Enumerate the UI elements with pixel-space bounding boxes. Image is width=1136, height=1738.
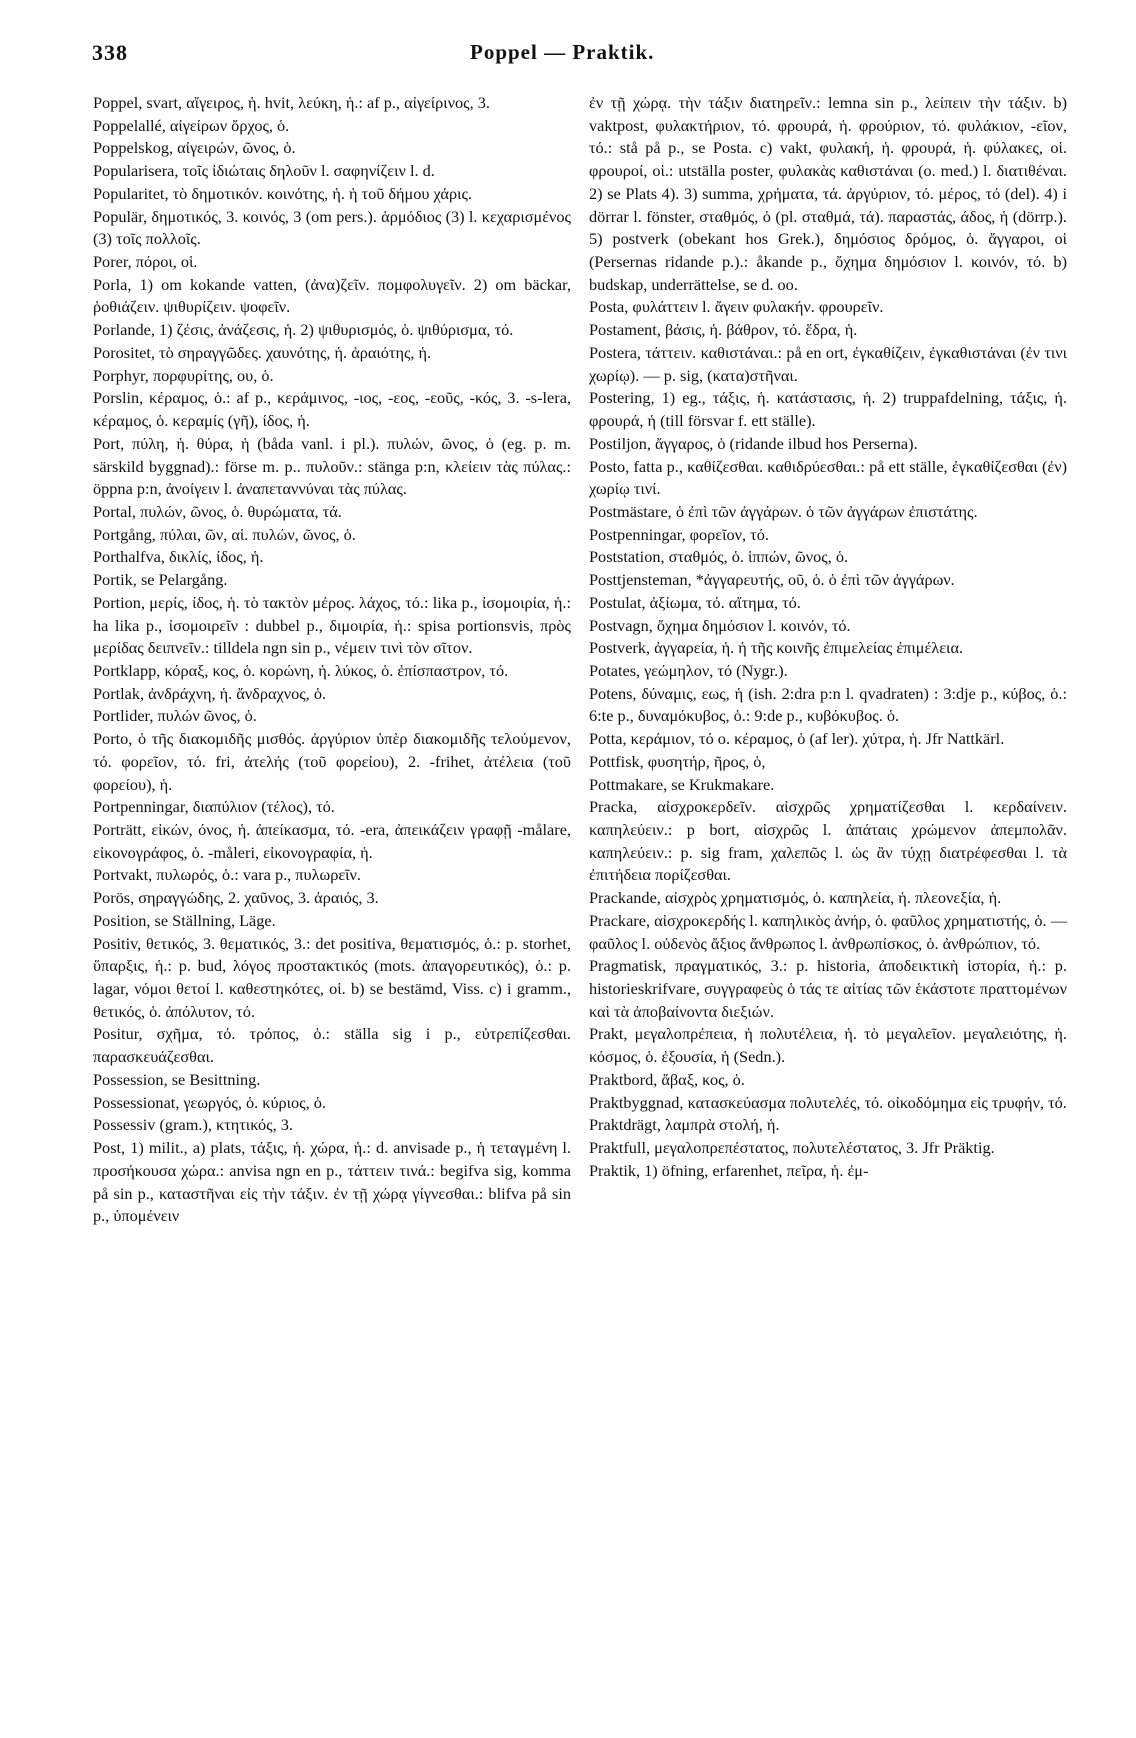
dictionary-entry: Postera, τάττειν. καθιστάναι.: på en ort, ἐγκαθίζειν, ἐγκαθιστάναι (ἐν τινι χωρίῳ). — p. sig, (κατα)στῆναι. bbox=[589, 342, 1067, 385]
page-header bbox=[90, 40, 1048, 70]
dictionary-entry: Potens, δύναμις, εως, ἡ (ish. 2:dra p:n l. qvadraten) : 3:dje p., κύβος, ὁ.: 6:te p., δυναμόκυβος, ὁ.: 9:de p., κυβόκυβος. ὁ. bbox=[589, 683, 1067, 726]
dictionary-entry: Potates, γεώμηλον, τό (Nygr.). bbox=[589, 660, 788, 680]
dictionary-entry: Portgång, πύλαι, ῶν, αἱ. πυλών, ῶνος, ὁ. bbox=[93, 524, 356, 544]
dictionary-entry: Pottmakare, se Krukmakare. bbox=[589, 774, 775, 794]
dictionary-entry: Portik, se Pelargång. bbox=[93, 570, 228, 590]
dictionary-entry: Pragmatisk, πραγματικός, 3.: p. historia, ἀποδεικτικὴ ἱστορία, ἡ.: p. historieskrifvare, συγγραφεὺς ὁ τάς τε αἰτίας τῶν ἑκάστοτε πραττομένων καὶ τὰ ἀποβαίνοντα διεξιών. bbox=[589, 956, 1067, 1021]
right-column bbox=[589, 92, 1067, 1183]
dictionary-entry: Postiljon, ἄγγαρος, ὁ (ridande ilbud hos Perserna). bbox=[589, 433, 918, 453]
dictionary-entry: Portal, πυλών, ῶνος, ὁ. θυρώματα, τά. bbox=[93, 501, 342, 521]
dictionary-entry: Postverk, ἀγγαρεία, ἡ. ἡ τῆς κοινῆς ἐπιμελείας ἐπιμέλεια. bbox=[589, 638, 964, 658]
dictionary-entry: Praktbord, ἄβαξ, κος, ὁ. bbox=[589, 1069, 745, 1089]
dictionary-entry: Popularisera, τοῖς ἰδιώταις δηλοῦν l. σαφηνίζειν l. d. bbox=[93, 161, 435, 181]
dictionary-entry: Praktfull, μεγαλοπρεπέστατος, πολυτελέστατος, 3. Jfr Präktig. bbox=[589, 1138, 995, 1158]
dictionary-entry: Prackare, αἰσχροκερδής l. καπηλικὸς ἀνήρ, ὁ. φαῦλος χρηματιστής, ὁ. — φαῦλος l. οὐδενὸς ἄξιος ἄνθρωπος l. ἀνθρωπίσκος, ὁ. ἀνθρώπιον, τό. bbox=[589, 910, 1067, 953]
dictionary-entry: Possession, se Besittning. bbox=[93, 1069, 261, 1089]
dictionary-entry: Positiv, θετικός, 3. θεματικός, 3.: det positiva, θεματισμός, ὁ.: p. storhet, ὕπαρξις, ἡ.: p. bud, λόγος προστακτικός (mots. ἀπαγορευτικός), ὁ.: p. lagar, νόμοι θετοί l. καθεστηκότες, οἱ. b) se bestämd, Viss. c) i gramm., θετικός, ὁ. ἀπόλυτον, τό. bbox=[93, 933, 571, 1021]
dictionary-entry: Postulat, ἀξίωμα, τό. αἴτημα, τό. bbox=[589, 592, 801, 612]
dictionary-entry: Portvakt, πυλωρός, ὁ.: vara p., πυλωρεῖν. bbox=[93, 865, 361, 885]
dictionary-entry: Porositet, τὸ σηραγγῶδες. χαυνότης, ἡ. ἀραιότης, ἡ. bbox=[93, 342, 432, 362]
dictionary-entry: Porphyr, πορφυρίτης, ου, ὁ. bbox=[93, 365, 274, 385]
dictionary-entry: Pracka, αἰσχροκερδεῖν. αἰσχρῶς χρηματίζεσθαι l. κερδαίνειν. καπηλεύειν.: p bort, αἰσχρῶς l. ἀπάταις χρώμενον ἀπεμπολᾶν. καπηλεύειν.: p. sig fram, χαλεπῶς l. ὡς ἂν τύχῃ διατρέφεσθαι l. τὰ ἐπιτήδεια πορίζεσθαι. bbox=[589, 797, 1067, 885]
dictionary-entry: Porthalfva, δικλίς, ίδος, ἡ. bbox=[93, 547, 264, 567]
dictionary-entry: Postvagn, ὄχημα δημόσιον l. κοινόν, τό. bbox=[589, 615, 851, 635]
dictionary-entry: Praktik, 1) öfning, erfarenhet, πεῖρα, ἡ. ἐμ- bbox=[589, 1160, 869, 1180]
dictionary-entry: Poppel, svart, αἴγειρος, ἡ. hvit, λεύκη, ἡ.: af p., αἰγείρινος, 3. bbox=[93, 93, 490, 112]
dictionary-entry: Populär, δημοτικός, 3. κοινός, 3 (om pers.). ἁρμόδιος (3) l. κεχαρισμένος (3) τοῖς πολλοῖς. bbox=[93, 206, 571, 249]
dictionary-entry: ἐν τῇ χώρᾳ. τὴν τάξιν διατηρεῖν.: lemna sin p., λείπειν τὴν τάξιν. b) vaktpost, φυλακτήριον, τό. φρουρά, ἡ. φρούριον, τό. φυλάκιον, -εῖον, τό.: stå på p., se Posta. c) vakt, φυλακή, ἡ. φρουρά, ἡ. φύλακες, οἱ. φρουροί, οἱ.: utställa poster, φυλακὰς καθιστάναι (o. med.) l. διατιθέναι. 2) se Plats 4). 3) summa, χρήματα, τά. ἀργύριον, τό. μέρος, τό (del). 4) i dörrar l. fönster, σταθμός, ὁ (pl. σταθμά, τά). παραστάς, άδος, ἡ (dörrp.). 5) postverk (obekant hos Grek.), δημόσιος δρόμος, ὁ. ἄγγαροι, οἱ (Persernas ridande p.).: åkande p., ὄχημα δημόσιον l. κοινόν, τό. b) budskap, underrättelse, se d. oo. bbox=[589, 93, 1067, 294]
dictionary-entry: Popularitet, τὸ δημοτικόν. κοινότης, ἡ. ἡ τοῦ δήμου χάρις. bbox=[93, 183, 472, 203]
dictionary-entry: Portion, μερίς, ίδος, ἡ. τὸ τακτὸν μέρος. λάχος, τό.: lika p., ἰσομοιρία, ἡ.: ha lika p., ἰσομοιρεῖν : dubbel p., διμοιρία, ἡ.: spisa portionsvis, πρὸς μερίδας δειπνεῖν.: tilldela ngn sin p., νέμειν τινὶ τὸν σῖτον. bbox=[93, 592, 571, 658]
left-column bbox=[93, 92, 571, 1228]
dictionary-entry: Prakt, μεγαλοπρέπεια, ἡ πολυτέλεια, ἡ. τὸ μεγαλεῖον. μεγαλειότης, ἡ. κόσμος, ὁ. ἐξουσία, ἡ (Sedn.). bbox=[589, 1024, 1067, 1067]
dictionary-entry: Portlider, πυλών ῶνος, ὁ. bbox=[93, 706, 257, 726]
dictionary-entry: Prackande, αἰσχρὸς χρηματισμός, ὁ. καπηλεία, ἡ. πλεονεξία, ἡ. bbox=[589, 888, 1002, 908]
dictionary-entry: Pottfisk, φυσητήρ, ῆρος, ὁ, bbox=[589, 751, 766, 771]
dictionary-entry: Posttjensteman, *ἀγγαρευτής, οῦ, ὁ. ὁ ἐπὶ τῶν ἀγγάρων. bbox=[589, 570, 955, 590]
running-head: Poppel — Praktik. bbox=[470, 40, 655, 64]
dictionary-entry: Poststation, σταθμός, ὁ. ἱππών, ῶνος, ὁ. bbox=[589, 547, 849, 567]
dictionary-entry: Possessiv (gram.), κτητικός, 3. bbox=[93, 1115, 293, 1135]
dictionary-entry: Portpenningar, διαπύλιον (τέλος), τό. bbox=[93, 797, 335, 817]
page-number: 338 bbox=[92, 40, 128, 65]
dictionary-entry: Possessionat, γεωργός, ὁ. κύριος, ὁ. bbox=[93, 1092, 326, 1112]
dictionary-entry: Porto, ὁ τῆς διακομιδῆς μισθός. ἀργύριον ὑπὲρ διακομιδῆς τελούμενον, τό. φορεῖον, τό. fri, ἀτελής (τοῦ φορείου), 2. -frihet, ἀτέλεια (τοῦ φορείου), ἡ. bbox=[93, 729, 571, 794]
dictionary-entry: Porlande, 1) ζέσις, ἀνάζεσις, ἡ. 2) ψιθυρισμός, ὁ. ψιθύρισμα, τό. bbox=[93, 320, 514, 340]
dictionary-entry: Potta, κεράμιον, τό o. κέραμος, ὁ (af ler). χύτρα, ἡ. Jfr Nattkärl. bbox=[589, 729, 1005, 749]
dictionary-entry: Postering, 1) eg., τάξις, ἡ. κατάστασις, ἡ. 2) truppafdelning, τάξις, ἡ. φρουρά, ἡ (till försvar f. ett ställe). bbox=[589, 388, 1067, 431]
dictionary-entry: Posta, φυλάττειν l. ἄγειν φυλακήν. φρουρεῖν. bbox=[589, 297, 884, 317]
dictionary-entry: Porslin, κέραμος, ὁ.: af p., κεράμινος, -ιος, -εος, -εοῦς, -κός, 3. -s-lera, κέραμος, ὁ. κεραμίς (γῆ), ίδος, ἡ. bbox=[93, 388, 571, 431]
dictionary-entry: Postmästare, ὁ ἐπὶ τῶν ἀγγάρων. ὁ τῶν ἀγγάρων ἐπιστάτης. bbox=[589, 501, 978, 521]
dictionary-entry: Praktdrägt, λαμπρὰ στολή, ἡ. bbox=[589, 1115, 780, 1135]
dictionary-entry: Post, 1) milit., a) plats, τάξις, ἡ. χώρα, ἡ.: d. anvisade p., ἡ τεταγμένη l. προσήκουσα χώρα.: anvisa ngn en p., τάττειν τινά.: begifva sig, komma på sin p., καταστῆναι εἰς τὴν τάξιν. ἐν τῇ χώρᾳ γίγνεσθαι.: blifva på sin p., ὑπομένειν bbox=[93, 1138, 571, 1226]
dictionary-entry: Porös, σηραγγώδης, 2. χαῦνος, 3. ἀραιός, 3. bbox=[93, 888, 379, 908]
dictionary-entry: Poppelallé, αἰγείρων ὄρχος, ὁ. bbox=[93, 115, 290, 135]
dictionary-entry: Porla, 1) om kokande vatten, (ἀνα)ζεῖν. πομφολυγεῖν. 2) om bäckar, ῥοθιάζειν. ψιθυρίζειν. ψοφεῖν. bbox=[93, 274, 571, 317]
dictionary-entry: Portlak, ἀνδράχνη, ἡ. ἄνδραχνος, ὁ. bbox=[93, 683, 327, 703]
dictionary-entry: Positur, σχῆμα, τό. τρόπος, ὁ.: ställa sig i p., εὐτρεπίζεσθαι. παρασκευάζεσθαι. bbox=[93, 1024, 571, 1067]
dictionary-entry: Porer, πόροι, οἱ. bbox=[93, 252, 198, 272]
dictionary-entry: Praktbyggnad, κατασκεύασμα πολυτελές, τό. οἰκοδόμημα εἰς τρυφήν, τό. bbox=[589, 1092, 1067, 1112]
dictionary-entry: Position, se Ställning, Läge. bbox=[93, 910, 276, 930]
dictionary-entry: Portklapp, κόραξ, κος, ὁ. κορώνη, ἡ. λύκος, ὁ. ἐπίσπαστρον, τό. bbox=[93, 660, 509, 680]
dictionary-entry: Postpenningar, φορεῖον, τό. bbox=[589, 524, 769, 544]
dictionary-entry: Postament, βάσις, ἡ. βάθρον, τό. ἕδρα, ἡ. bbox=[589, 320, 858, 340]
dictionary-entry: Port, πύλη, ἡ. θύρα, ἡ (båda vanl. i pl.). πυλών, ῶνος, ὁ (eg. p. m. särskild byggnad).: förse m. p.. πυλοῦν.: stänga p:n, κλείειν τὰς πύλας.: öppna p:n, ἀνοίγειν l. ἀναπεταννύναι τὰς πύλας. bbox=[93, 433, 571, 499]
dictionary-entry: Posto, fatta p., καθίζεσθαι. καθιδρύεσθαι.: på ett ställe, ἐγκαθίζεσθαι (ἐν) χωρίῳ τινί. bbox=[589, 456, 1067, 499]
dictionary-entry: Poppelskog, αἰγειρών, ῶνος, ὁ. bbox=[93, 138, 296, 158]
dictionary-entry: Porträtt, εἰκών, όνος, ἡ. ἀπείκασμα, τό. -era, ἀπεικάζειν γραφῇ -målare, εἰκονογράφος, ὁ. -måleri, εἰκονογραφία, ἡ. bbox=[93, 820, 571, 862]
